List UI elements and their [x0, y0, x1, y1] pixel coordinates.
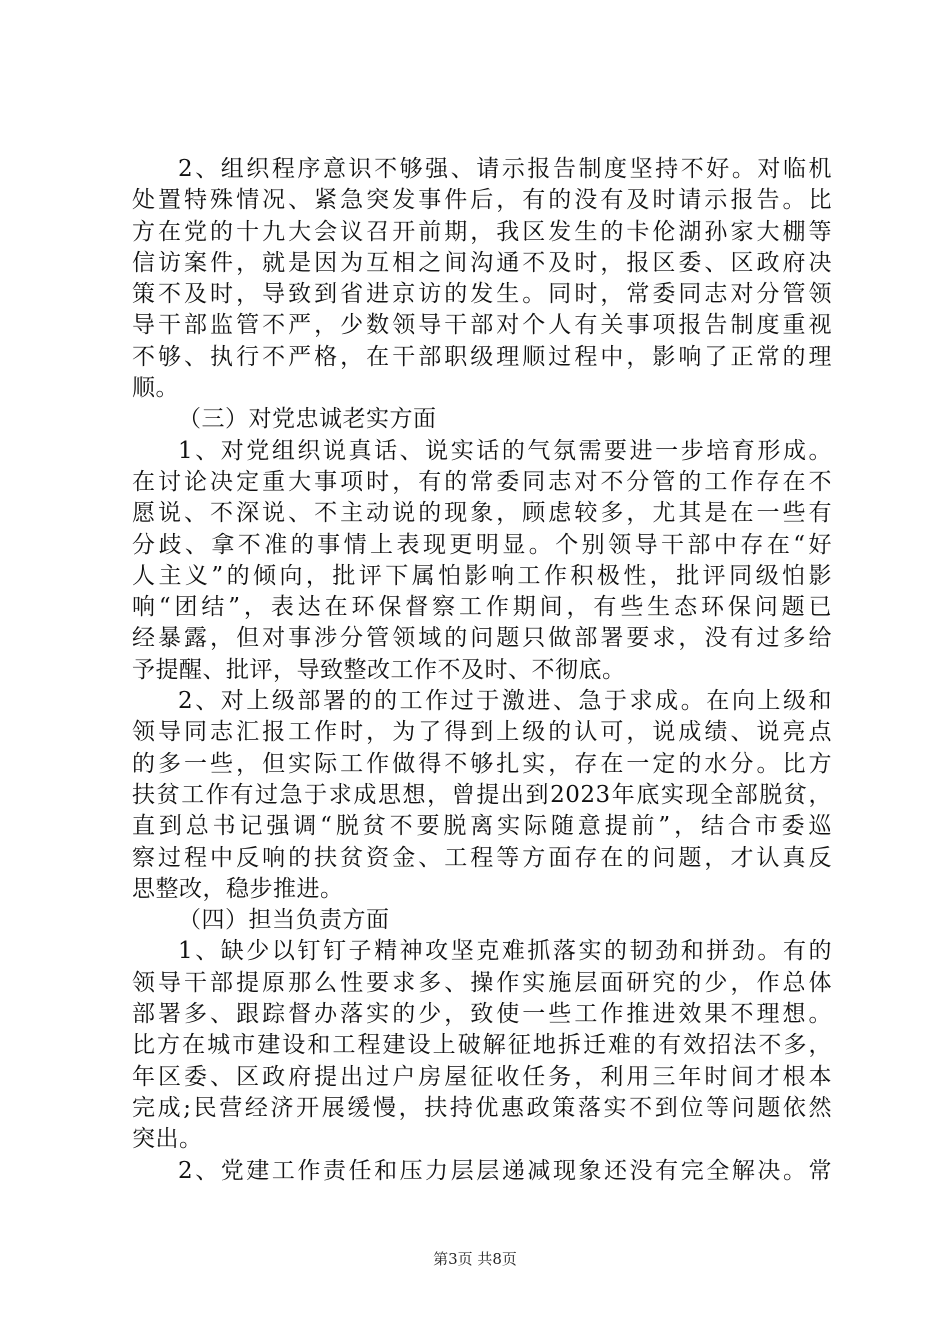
text-line: 顺。	[132, 375, 179, 402]
text-line: 1、对党组织说真话、说实话的气氛需要进一步培育形成。	[178, 437, 832, 464]
text-line: 导干部监管不严，少数领导干部对个人有关事项报告制度重视	[132, 312, 832, 339]
text-line: 2、党建工作责任和压力层层递减现象还没有完全解决。常	[178, 1157, 832, 1184]
text-line: 部署多、跟踪督办落实的少，致使一些工作推进效果不理想。	[132, 1001, 832, 1028]
text-line: 人主义”的倾向，批评下属怕影响工作积极性，批评同级怕影	[132, 562, 832, 589]
text-line: 策不及时，导致到省进京访的发生。同时，常委同志对分管领	[132, 281, 832, 308]
text-line: 2、对上级部署的的工作过于激进、急于求成。在向上级和	[178, 688, 832, 715]
document-body	[132, 154, 832, 1187]
text-line: 思整改，稳步推进。	[132, 875, 344, 902]
text-line: 响“团结”，表达在环保督察工作期间，有些生态环保问题已	[132, 594, 832, 621]
section-heading: （三）对党忠诚老实方面	[178, 406, 437, 433]
text-line: 比方在城市建设和工程建设上破解征地拆迁难的有效招法不多，	[132, 1032, 832, 1059]
text-line: 处置特殊情况、紧急突发事件后，有的没有及时请示报告。比	[132, 187, 832, 214]
text-line: 的多一些，但实际工作做得不够扎实，存在一定的水分。比方	[132, 750, 832, 777]
text-line: 突出。	[132, 1126, 203, 1153]
text-line: 在讨论决定重大事项时，有的常委同志对不分管的工作存在不	[132, 468, 832, 495]
text-line: 分歧、拿不准的事情上表现更明显。个别领导干部中存在“好	[132, 531, 832, 558]
page-footer	[0, 1248, 950, 1269]
text-line: 愿说、不深说、不主动说的现象，顾虑较多，尤其是在一些有	[132, 500, 832, 527]
text-line: 扶贫工作有过急于求成思想，曾提出到2023年底实现全部脱贫，	[132, 781, 832, 808]
text-line: 领导同志汇报工作时，为了得到上级的认可，说成绩、说亮点	[132, 719, 832, 746]
text-line: 经暴露，但对事涉分管领域的问题只做部署要求，没有过多给	[132, 625, 832, 652]
page-number-label: 第3页 共8页	[433, 1250, 517, 1268]
section-heading: （四）担当负责方面	[178, 907, 390, 934]
text-line: 领导干部提原那么性要求多、操作实施层面研究的少，作总体	[132, 969, 832, 996]
text-line: 不够、执行不严格，在干部职级理顺过程中，影响了正常的理	[132, 343, 832, 370]
text-line: 察过程中反响的扶贫资金、工程等方面存在的问题，才认真反	[132, 844, 832, 871]
text-line: 直到总书记强调“脱贫不要脱离实际随意提前”，结合市委巡	[132, 813, 832, 840]
text-line: 年区委、区政府提出过户房屋征收任务，利用三年时间才根本	[132, 1063, 832, 1090]
text-line: 信访案件，就是因为互相之间沟通不及时，报区委、区政府决	[132, 249, 832, 276]
text-line: 予提醒、批评，导致整改工作不及时、不彻底。	[132, 656, 626, 683]
text-line: 1、缺少以钉钉子精神攻坚克难抓落实的韧劲和拼劲。有的	[178, 938, 832, 965]
text-line: 方在党的十九大会议召开前期，我区发生的卡伦湖孙家大棚等	[132, 218, 832, 245]
text-line: 完成;民营经济开展缓慢，扶持优惠政策落实不到位等问题依然	[132, 1094, 832, 1121]
text-line: 2、组织程序意识不够强、请示报告制度坚持不好。对临机	[178, 156, 832, 182]
